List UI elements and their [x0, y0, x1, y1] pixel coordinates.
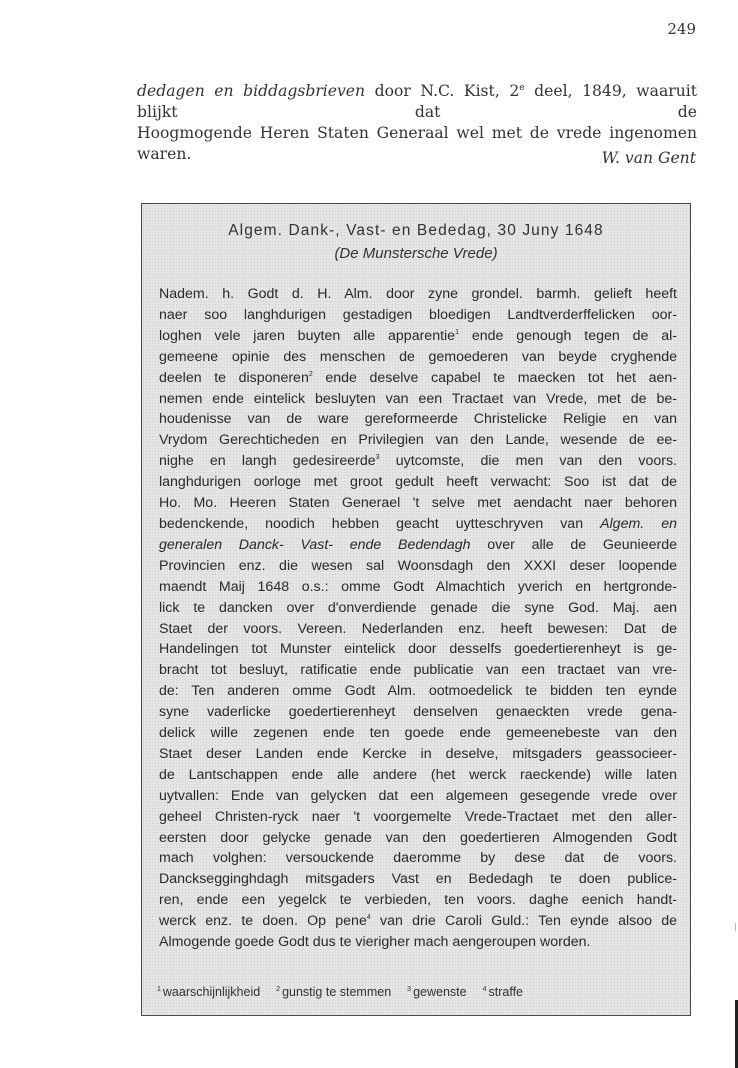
- footnote: [157, 985, 260, 999]
- footnote-text: waarschijnlijkheid: [162, 985, 261, 999]
- footnote-text: straffe: [488, 985, 524, 999]
- text-line: [159, 451, 677, 472]
- text-run: Ho. Mo. Heeren Staten Generael 't selve met aendacht naer behoren: [159, 495, 677, 512]
- text-line: [159, 326, 677, 347]
- intro-text-part: door N.C. Kist, 2: [365, 82, 520, 101]
- text-run: maendt Maij 1648 o.s.: omme Godt Almachtich yverich en hertgronde-: [159, 578, 677, 595]
- text-run: geheel Christen-ryck naer 't voorgemelte Vrede-Tractaet met den aller-: [159, 808, 677, 825]
- footnote-number: 1: [157, 986, 161, 993]
- text-line: [159, 639, 677, 660]
- footnote: [276, 985, 391, 999]
- box-body-text: [159, 284, 677, 953]
- text-line: [159, 932, 677, 953]
- text-run: Handelingen tot Munster eintelick door desselfs goedertierenheyt is ge-: [159, 641, 677, 658]
- page-edge-mark: [735, 923, 736, 931]
- text-line: [159, 744, 677, 765]
- text-run: de Lantschappen ende alle andere (het werck raeckende) wille laten: [159, 766, 677, 783]
- text-line: [159, 598, 677, 619]
- text-line: [159, 514, 677, 535]
- text-run: delick wille zegenen ende ten goede ende gemeenebeste van den: [159, 725, 677, 742]
- intro-superscript: e: [519, 83, 525, 93]
- text-run: loghen vele jaren buyten alle apparentie: [159, 327, 456, 344]
- text-line: [159, 723, 677, 744]
- intro-book-title: dedagen en biddagsbrieven: [137, 82, 366, 101]
- text-line: [159, 472, 677, 493]
- footnote-ref: 1: [455, 328, 459, 336]
- text-run: syne vaderlicke goedertierenheyt denselven genaeckten vrede gena-: [159, 704, 677, 721]
- text-run: de: Ten anderen omme Godt Alm. ootmoedelick te bidden ten eynde: [159, 683, 677, 700]
- text-line: [159, 305, 677, 326]
- text-run: nighe en langh gedesireerde: [159, 453, 376, 470]
- intro-line-2: Hoogmogende Heren Staten Generaal wel met de vrede ingenomen waren.: [137, 124, 697, 164]
- text-run: Almogende goede Godt dus te vierigher mach aengeroupen worden.: [159, 934, 591, 951]
- footnote-ref: 2: [308, 370, 313, 378]
- text-line: [159, 347, 677, 368]
- text-line: [159, 660, 677, 681]
- footnote-ref: 3: [375, 454, 380, 462]
- text-run: deelen te disponeren: [159, 369, 309, 386]
- text-line: [159, 493, 677, 514]
- author-signature: W. van Gent: [601, 149, 696, 167]
- text-line: [159, 619, 677, 640]
- text-line: [159, 702, 677, 723]
- text-run: Dancksegginghdagh mitsgaders Vast en Bededagh te doen publice-: [159, 871, 677, 888]
- text-run: mach volghen: versouckende daeromme by dese dat de voors.: [159, 850, 677, 867]
- text-line: [159, 848, 677, 869]
- quoted-document-box: [141, 203, 691, 1016]
- text-line: [159, 765, 677, 786]
- text-line: [159, 828, 677, 849]
- text-run: generalen Danck- Vast- ende Bedendagh: [159, 536, 471, 553]
- text-run: houdenisse van de ware gereformeerde Christelicke Religie en van: [159, 411, 677, 428]
- text-line: [159, 284, 677, 305]
- text-line: [159, 556, 677, 577]
- text-run: ende genough tegen de al-: [458, 327, 677, 344]
- footnotes: [157, 985, 677, 999]
- text-run: lick te dancken over d'onverdiende genade die syne God. Maj. aen: [159, 599, 677, 616]
- text-run: over alle de Geunieerde: [470, 536, 677, 553]
- text-line: [159, 535, 677, 556]
- footnote-text: gewenste: [413, 985, 467, 999]
- text-line: [159, 368, 677, 389]
- text-run: Nadem. h. Godt d. H. Alm. door zyne grondel. barmh. gelieft heeft: [159, 286, 677, 302]
- text-line: [159, 409, 677, 430]
- footnote-number: 2: [276, 986, 281, 993]
- footnote-ref: 4: [366, 914, 371, 922]
- text-run: bracht tot besluyt, ratificatie ende publicatie van een tractaet van vre-: [159, 662, 677, 679]
- text-line: [159, 430, 677, 451]
- text-run: gemeene opinie des menschen de gemoederen van beyde cryghende: [159, 348, 677, 365]
- text-line: [159, 389, 677, 410]
- text-run: naer soo langhdurigen gestadigen bloedigen Landtverderffelicken oor-: [159, 306, 677, 323]
- intro-text-end: deel, 1849, waaruit blijkt dat de: [137, 82, 697, 122]
- footnote-number: 4: [482, 986, 487, 993]
- text-line: [159, 577, 677, 598]
- text-run: bedenckende, noodich hebben geacht uytteschryven van: [159, 515, 601, 532]
- text-line: [159, 890, 677, 911]
- text-run: ende deselve capabel te maecken tot het aen-: [312, 369, 677, 386]
- text-run: ren, ende een yegelck te verbieden, ten voors. daghe eenich handt-: [159, 892, 677, 909]
- text-line: [159, 681, 677, 702]
- box-title: Algem. Dank-, Vast- en Bededag, 30 Juny 1648: [228, 222, 604, 239]
- text-run: werck enz. te doen. Op pene: [159, 913, 367, 930]
- text-run: Vrydom Gerechticheden en Privilegien van den Lande, wesende de ee-: [159, 432, 677, 449]
- text-run: Staet der voors. Vereen. Nederlanden enz. heeft bewesen: Dat de: [159, 620, 677, 637]
- text-line: [159, 911, 677, 932]
- text-line: [159, 786, 677, 807]
- page-number: 249: [667, 20, 696, 38]
- box-subtitle: (De Munstersche Vrede): [334, 245, 498, 262]
- text-run: Provincien enz. die wesen sal Woonsdagh den XXXI deser loopende: [159, 557, 677, 574]
- text-run: uytcomste, die men van den voors.: [379, 453, 677, 470]
- text-run: Staet deser Landen ende Kercke in deselve, mitsgaders geassocieer-: [159, 745, 677, 762]
- text-run: langhdurigen oorloge met groot gedult heeft verwacht: Soo ist dat de: [159, 474, 677, 491]
- footnote-text: gunstig te stemmen: [282, 985, 392, 999]
- text-run: Algem. en: [600, 515, 677, 532]
- footnote: [483, 985, 523, 999]
- footnote-number: 3: [407, 986, 412, 993]
- text-run: eersten door gelycke genade van den goedertieren Almogenden Godt: [159, 829, 677, 846]
- text-line: [159, 869, 677, 890]
- footnote: [407, 985, 466, 999]
- text-run: uytvallen: Ende van gelycken dat een algemeen gesegende vrede over: [159, 787, 677, 804]
- text-line: [159, 807, 677, 828]
- text-run: nemen ende eintelick besluyten van een Tractaet van Vrede, met de be-: [159, 390, 677, 407]
- text-run: van drie Caroli Guld.: Ten eynde alsoo de: [370, 913, 677, 930]
